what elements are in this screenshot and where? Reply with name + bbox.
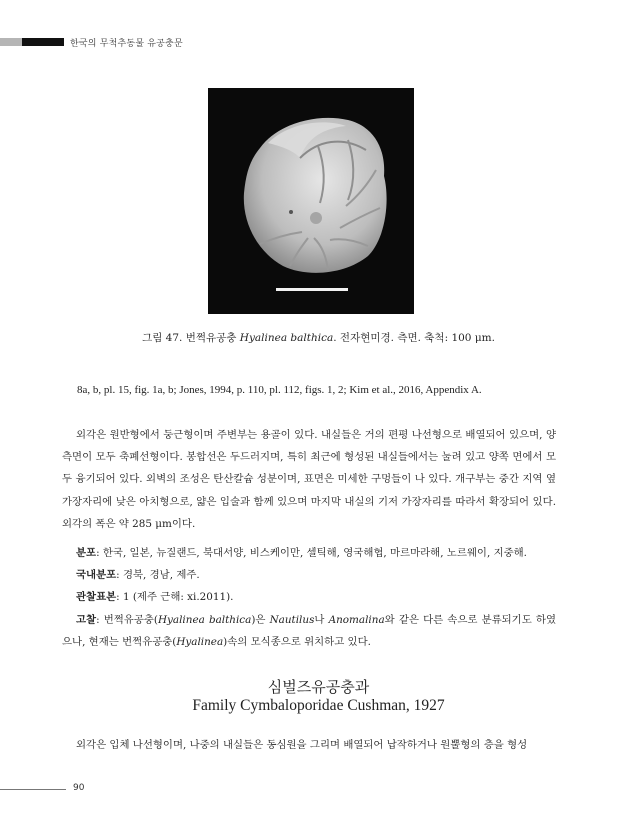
specimens-line	[62, 586, 556, 608]
caption-suffix: . 전자현미경. 측면. 축척: 100 μm.	[333, 332, 495, 344]
family-heading-korean: 심벌즈유공충과	[267, 678, 370, 696]
domestic-label: 국내분포	[76, 569, 117, 582]
remarks-line	[62, 609, 556, 653]
remarks-italic-3: Anomalina	[328, 613, 385, 626]
distribution-text: : 한국, 일본, 뉴질랜드, 북대서양, 비스케이만, 셀틱해, 영국해협, 마르마라해, 노르웨이, 지중해.	[96, 547, 527, 559]
sem-micrograph	[208, 88, 414, 314]
domestic-line	[62, 564, 556, 586]
remarks-italic-1: Hyalinea balthica	[157, 613, 252, 626]
remarks-italic-2: Nautilus	[269, 613, 315, 626]
remarks-text-2: )은	[251, 613, 270, 626]
header-gray-bar	[0, 38, 22, 46]
remarks-label: 고찰	[76, 613, 97, 626]
caption-prefix: 그림 47. 번쩍유공충	[142, 332, 240, 344]
figure-caption	[0, 330, 637, 345]
distribution-label: 분포	[76, 547, 97, 559]
remarks-text-3: 나	[314, 613, 329, 626]
distribution-block	[62, 542, 556, 653]
description-paragraph	[62, 424, 556, 535]
domestic-text: : 경북, 경남, 제주.	[116, 569, 200, 582]
page-number: 90	[73, 783, 85, 793]
family-heading-english: Family Cymbaloporidae Cushman, 1927	[192, 697, 445, 714]
specimens-text: : 1 (제주 근해: xi.2011).	[116, 591, 234, 604]
remarks-italic-4: Hyalinea	[176, 635, 224, 648]
running-header: 한국의 무척추동물 유공충문	[70, 39, 183, 49]
footer-rule	[0, 789, 66, 790]
references-line: 8a, b, pl. 15, fig. 1a, b; Jones, 1994, p. 110, pl. 112, figs. 1, 2; Kim et al., 2016, Appendix A.	[77, 384, 482, 396]
family-description-text: 외각은 입체 나선형이며, 나중의 내실들은 동심원을 그리며 배열되어 납작하거나 원뿔형의 층을 형성	[76, 739, 528, 751]
description-text: 외각은 원반형에서 둥근형이며 주변부는 용골이 있다. 내실들은 거의 편평 나선형으로 배열되어 있으며, 양 측면이 모두 축폐선형이다. 봉합선은 두드러지며, 특히 최근에 형성된 내실들에서는 눌려 있고 양쪽 면에서 모두 융기되어 있다. 외벽의 조성은 탄산칼슘 성분이며, 표면은 미세한 구멍들이 나 있다. 개구부는 중간 지역 옆가장자리에 낮은 아치형으로, 얇은 입술과 함께 있으며 마지막 내실의 기저 가장자리를 따라서 확장되어 있다. 외각의 폭은 약 285 μm이다.	[62, 429, 556, 530]
remarks-text-5: )속의 모식종으로 위치하고 있다.	[223, 635, 371, 648]
remarks-text-1: : 번쩍유공충(	[96, 613, 158, 626]
caption-species: Hyalinea balthica	[239, 332, 334, 344]
header-black-bar	[22, 38, 64, 46]
distribution-line	[62, 542, 556, 564]
specimens-label: 관찰표본	[76, 591, 117, 604]
remarks-text-4: 와 같은 다른 속으로 분류되기도 하였으나, 현재는 번쩍유공충(	[62, 613, 556, 648]
family-description	[62, 736, 556, 751]
